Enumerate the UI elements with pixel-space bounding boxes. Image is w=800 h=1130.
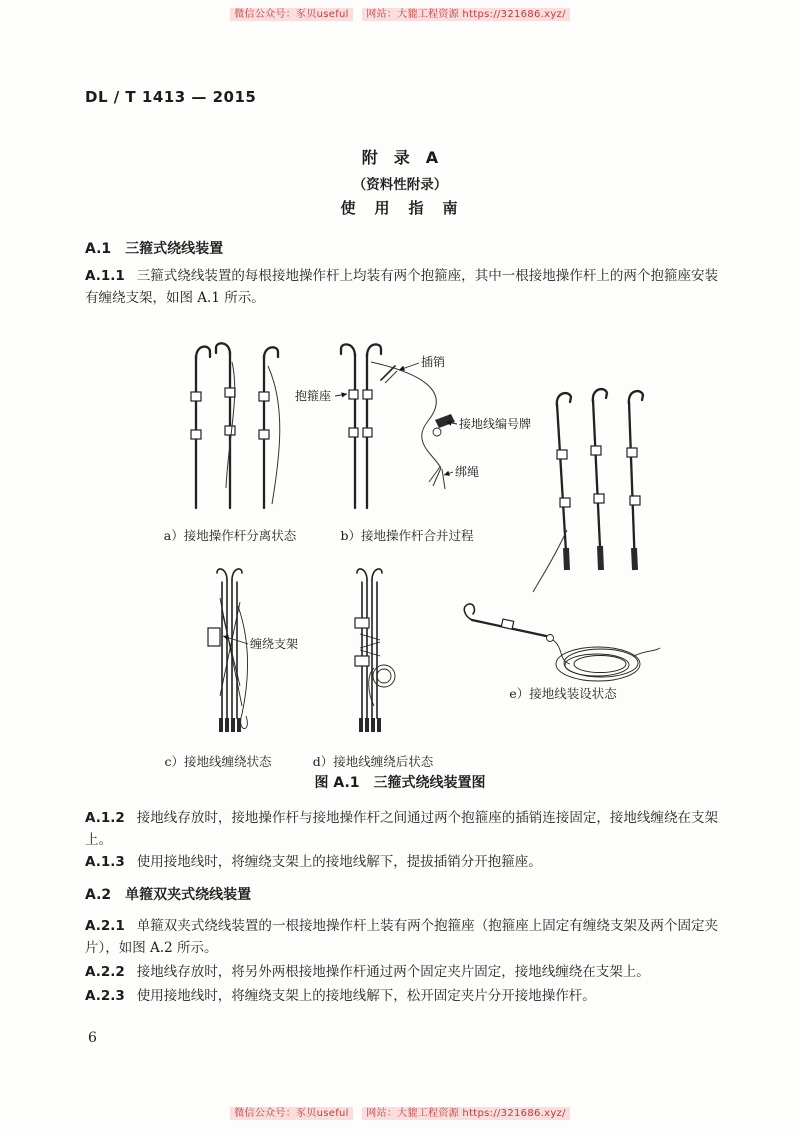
watermark-bottom [0,1104,800,1119]
ground-wire-line [268,366,280,504]
appendix-title: 附 录 A [361,148,439,167]
clause-a1-1-text: 三箍式绕线装置的每根接地操作杆上均装有两个抱箍座，其中一根接地操作杆上的两个抱箍座安装有缠绕支架，如图 A.1 所示。 [85,268,718,306]
hoop-seat-drawing [355,618,369,628]
ground-wire-line [371,362,441,468]
figure-b-label: b）接地操作杆合并过程 [340,528,474,543]
callout-leader [444,472,453,475]
clause-a2-2 [85,962,718,984]
figure-c-drawing [190,556,325,752]
callout-leader [335,394,347,396]
doc-number: DL / T 1413 — 2015 [85,88,257,106]
callout-binding-rope: 绑绳 [455,465,480,479]
clause-a2-3 [85,986,718,1008]
appendix-usage-title: 使 用 指 南 [340,199,460,217]
clause-a1-2 [85,808,718,851]
clause-a1-3-text: 使用接地线时，将缠绕支架上的接地线解下，提拔插销分开抱箍座。 [136,854,542,870]
clause-a1-1 [85,266,718,309]
figure-a-drawing [168,336,303,532]
clause-a2-2-text: 接地线存放时，将另外两根接地操作杆通过两个固定夹片固定，接地线缠绕在支架上。 [136,964,650,980]
figure-rods-assembled-drawing [533,380,668,595]
wound-wire-drawing [220,598,248,729]
rod-drawing [191,347,210,508]
page-number: 6 [88,1030,97,1046]
rod-drawing [591,389,607,570]
watermark-top-account: 微信公众号：豕贝useful [230,8,353,21]
clause-a1-2-number: A.1.2 [85,810,125,826]
rod-drawing [557,393,571,570]
rod-drawing [341,344,358,508]
clause-a2-3-number: A.2.3 [85,988,125,1004]
rod-bundle-drawing [357,569,382,718]
section-a2-heading: A.2 单箍双夹式绕线装置 [85,887,252,903]
wire-ring [433,428,441,436]
clause-a2-1-text: 单箍双夹式绕线装置的一根接地操作杆上装有两个抱箍座（抱箍座上固定有缠绕支架及两个固定夹片），如图 A.2 所示。 [85,918,718,956]
watermark-bottom-account: 微信公众号：豕贝useful [230,1107,353,1120]
section-a1-heading: A.1 三箍式绕线装置 [85,241,224,257]
callout-leader [399,363,419,370]
clause-a1-2-text: 接地线存放时，接地操作杆与接地操作杆之间通过两个抱箍座的插销连接固定，接地线缠绕在支架上。 [85,810,718,848]
callout-wire-tag: 接地线编号牌 [459,417,532,431]
clause-a1-3-number: A.1.3 [85,854,125,870]
figure-c-label: c）接地线缠绕状态 [164,754,272,769]
wire-number-tag [435,414,455,428]
rod-grips-drawing [359,718,381,732]
rod-drawing [627,391,643,570]
watermark-top-site: 网站：大貔工程资源 https://321686.xyz/ [362,8,570,21]
figure-a-label: a）接地操作杆分离状态 [163,528,297,543]
rod-grips-drawing [219,718,241,732]
rod-drawing [363,344,381,508]
figure-e-label: e）接地线装设状态 [509,686,617,701]
figure-a1-caption: 图 A.1 三箍式绕线装置图 [314,775,486,791]
clause-a1-1-number: A.1.1 [85,268,125,284]
winding-bracket-drawing [208,628,220,646]
callout-hoop-seat: 抱箍座 [295,389,332,403]
wire-coil-drawing [553,640,660,681]
clause-a2-2-number: A.2.2 [85,964,125,980]
rod-drawing [464,604,553,642]
callout-winding-bracket: 缠绕支架 [250,637,299,651]
clause-a1-3 [85,852,718,874]
watermark-top [0,5,800,20]
clause-a2-1-number: A.2.1 [85,918,125,934]
clause-a2-3-text: 使用接地线时，将缠绕支架上的接地线解下，松开固定夹片分开接地操作杆。 [136,988,596,1004]
hoop-seat-drawing [355,656,369,666]
figure-d-label: d）接地线缠绕后状态 [312,754,434,769]
callout-pin: 插销 [421,355,446,369]
clause-a2-1 [85,916,718,959]
figure-b-drawing [293,336,532,532]
binding-rope-drawing [429,467,445,489]
appendix-subtitle: （资料性附录） [352,177,448,193]
watermark-bottom-site: 网站：大貔工程资源 https://321686.xyz/ [362,1107,570,1120]
figure-d-drawing [322,556,422,752]
ground-wire-line [533,530,567,592]
